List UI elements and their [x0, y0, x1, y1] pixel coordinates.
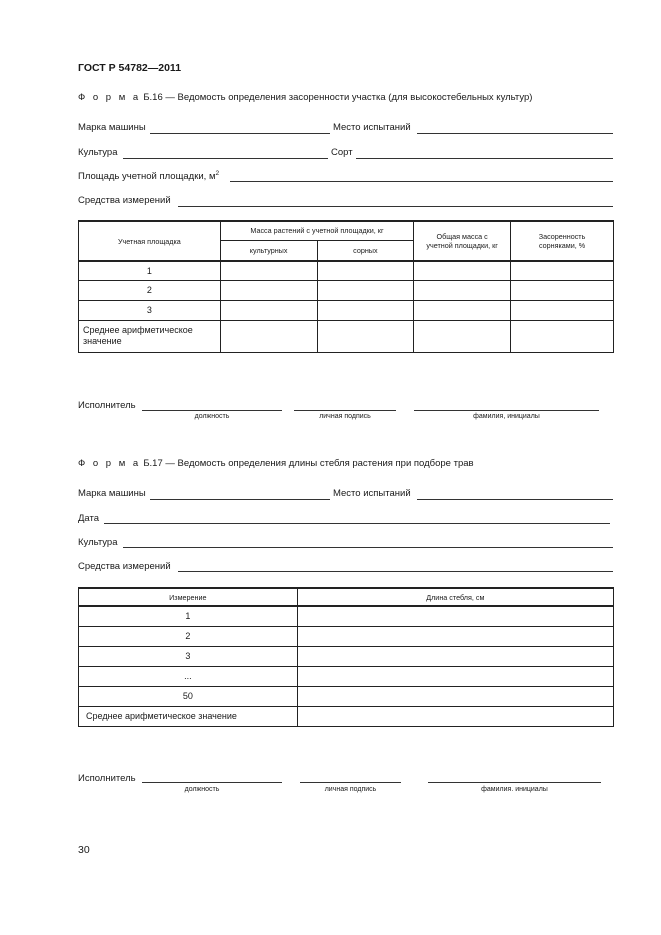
form17-date-label: Дата — [78, 513, 100, 524]
table-cell[interactable] — [297, 626, 613, 646]
table-row-average — [79, 320, 614, 352]
form17-machine-line[interactable] — [150, 499, 330, 500]
row-label: 1 — [79, 606, 298, 626]
row-label: 2 — [79, 280, 221, 300]
table-cell[interactable] — [511, 261, 614, 280]
form16-title — [78, 92, 532, 103]
form17-executor-label: Исполнитель — [78, 773, 136, 784]
form16-variety-label: Сорт — [331, 147, 353, 158]
page-number: 30 — [78, 844, 90, 856]
col-header-mass: Масса растений с учетной площадки, кг — [220, 221, 413, 240]
col-header-measurement: Измерение — [79, 588, 298, 606]
form17-prefix: Ф о р м а — [78, 458, 141, 469]
form16-name-line[interactable] — [414, 410, 599, 411]
row-label-average: Среднее арифметическое значение — [79, 320, 221, 352]
col-header-total: Общая масса с учетной площадки, кг — [414, 221, 511, 261]
form17-measuring-label: Средства измерений — [78, 561, 171, 572]
form17-table — [78, 587, 614, 727]
form16-crop-line[interactable] — [123, 158, 328, 159]
form16-title-text: Б.16 — Ведомость определения засоренности участка (для высокостебельных культур) — [143, 92, 533, 103]
table-row-average — [79, 706, 614, 726]
table-cell[interactable] — [220, 300, 317, 320]
form17-sign-caption: личная подпись — [324, 786, 377, 793]
table-row — [79, 666, 614, 686]
form17-place-label: Место испытаний — [333, 488, 411, 499]
document-header: ГОСТ Р 54782—2011 — [78, 62, 182, 74]
table-cell[interactable] — [317, 300, 414, 320]
table-cell[interactable] — [511, 320, 614, 352]
table-cell[interactable] — [414, 300, 511, 320]
table-cell[interactable] — [511, 280, 614, 300]
form16-area-line[interactable] — [230, 181, 613, 182]
row-label: 3 — [79, 646, 298, 666]
form17-sign-line[interactable] — [300, 782, 401, 783]
col-header-weed: сорных — [317, 240, 414, 261]
row-label: 3 — [79, 300, 221, 320]
form16-position-caption: должность — [194, 413, 230, 420]
table-cell[interactable] — [414, 280, 511, 300]
form17-position-caption: должность — [184, 786, 220, 793]
form16-position-line[interactable] — [142, 410, 282, 411]
form16-sign-caption: личная подпись — [319, 413, 371, 420]
form17-name-caption: фамилия. инициалы — [481, 786, 548, 793]
table-row — [79, 606, 614, 626]
table-cell[interactable] — [220, 261, 317, 280]
form16-machine-line[interactable] — [150, 133, 330, 134]
form16-measuring-line[interactable] — [178, 206, 613, 207]
table-cell[interactable] — [297, 606, 613, 626]
form17-crop-label: Культура — [78, 537, 118, 548]
table-cell[interactable] — [297, 646, 613, 666]
form17-title-text: Б.17 — Ведомость определения длины стебля растения при подборе трав — [143, 458, 474, 469]
form17-name-line[interactable] — [428, 782, 601, 783]
table-cell[interactable] — [414, 261, 511, 280]
form17-date-line[interactable] — [104, 523, 610, 524]
table-cell[interactable] — [220, 320, 317, 352]
table-cell[interactable] — [317, 320, 414, 352]
form17-crop-line[interactable] — [123, 547, 613, 548]
table-cell[interactable] — [297, 706, 613, 726]
form17-place-line[interactable] — [417, 499, 613, 500]
form16-sign-line[interactable] — [294, 410, 396, 411]
table-cell[interactable] — [317, 261, 414, 280]
form16-crop-label: Культура — [78, 147, 118, 158]
table-row — [79, 261, 614, 280]
table-row — [79, 646, 614, 666]
form16-place-line[interactable] — [417, 133, 613, 134]
form16-place-label: Место испытаний — [333, 122, 411, 133]
table-cell[interactable] — [511, 300, 614, 320]
table-cell[interactable] — [297, 686, 613, 706]
form17-position-line[interactable] — [142, 782, 282, 783]
row-label: 2 — [79, 626, 298, 646]
col-header-length: Длина стебля, см — [297, 588, 613, 606]
col-header-plot: Учетная площадка — [79, 221, 221, 261]
col-header-weediness: Засоренность сорняками, % — [511, 221, 614, 261]
form16-area-label — [78, 170, 219, 182]
form16-table — [78, 220, 614, 353]
form16-name-caption: фамилия, инициалы — [473, 413, 540, 420]
row-label: 50 — [79, 686, 298, 706]
table-cell[interactable] — [220, 280, 317, 300]
col-header-crop: культурных — [220, 240, 317, 261]
table-cell[interactable] — [317, 280, 414, 300]
table-cell[interactable] — [414, 320, 511, 352]
row-label: ... — [79, 666, 298, 686]
form16-measuring-label: Средства измерений — [78, 195, 171, 206]
table-row — [79, 280, 614, 300]
table-row — [79, 626, 614, 646]
table-cell[interactable] — [297, 666, 613, 686]
form16-machine-label: Марка машины — [78, 122, 146, 133]
form17-title — [78, 458, 474, 469]
form16-variety-line[interactable] — [356, 158, 613, 159]
form17-measuring-line[interactable] — [178, 571, 613, 572]
form16-prefix: Ф о р м а — [78, 92, 141, 103]
table-row — [79, 300, 614, 320]
form16-executor-label: Исполнитель — [78, 400, 136, 411]
row-label: 1 — [79, 261, 221, 280]
table-row — [79, 686, 614, 706]
form16-area-text: Площадь учетной площадки, м — [78, 171, 216, 183]
form16-area-sup: 2 — [215, 170, 220, 177]
form17-machine-label: Марка машины — [78, 488, 146, 499]
row-label-average: Среднее арифметическое значение — [79, 706, 298, 726]
